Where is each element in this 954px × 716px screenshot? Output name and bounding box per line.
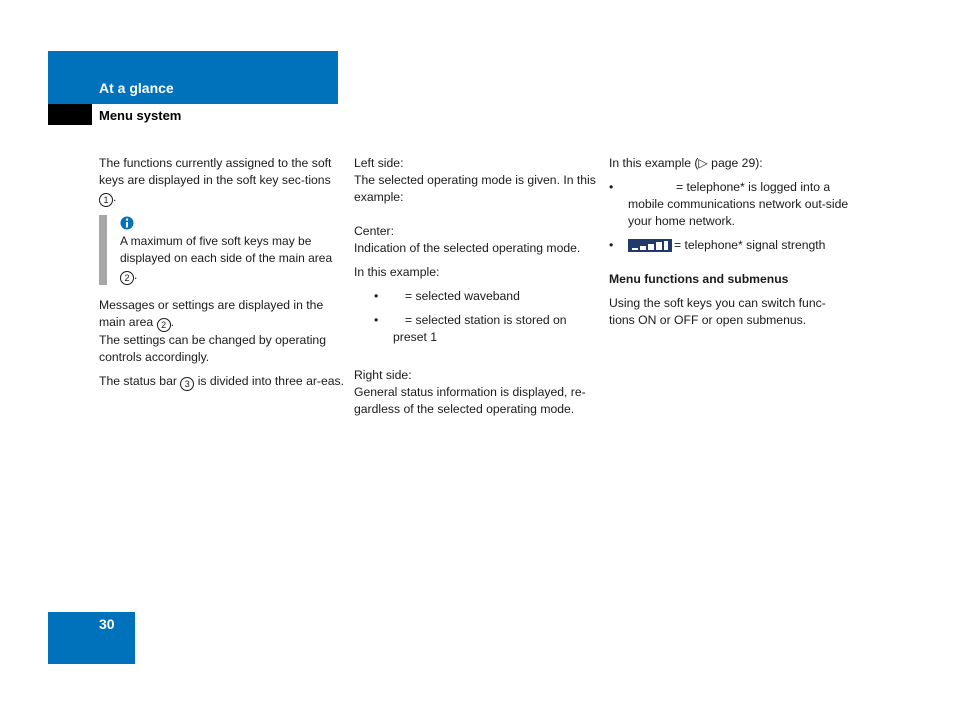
paragraph-main-area: Messages or settings are displayed in the main area 2 . [99, 298, 324, 330]
callout-1: 1 [99, 193, 113, 207]
right-side-heading: Right side: [354, 368, 412, 382]
center-text: Indication of the selected operating mode. [354, 241, 581, 255]
paragraph-settings: The settings can be changed by operating controls accordingly. [99, 333, 326, 364]
menu-functions-text: Using the soft keys you can switch func-tions ON or OFF or open submenus. [609, 296, 826, 327]
signal-strength-icon [628, 239, 672, 252]
list-item-signal: • = telephone* signal strength [609, 237, 849, 254]
callout-3: 3 [180, 377, 194, 391]
column-2 [354, 155, 599, 418]
section-title: At a glance [99, 80, 174, 96]
note-bar [99, 215, 107, 285]
note-text: A maximum of five soft keys may be displayed on each side of the main area 2 . [120, 234, 333, 283]
example-label: In this example: [354, 265, 440, 279]
left-side-heading: Left side: [354, 156, 404, 170]
page-number: 30 [99, 616, 115, 632]
right-side-text: General status information is displayed, re-gardless of the selected operating mode. [354, 385, 586, 416]
center-heading: Center: [354, 224, 394, 238]
callout-2: 2 [157, 318, 171, 332]
column-3 [609, 155, 849, 329]
list-item-roaming: • = telephone* is logged into a mobile communications network out-side your home network. [609, 179, 849, 230]
column-1 [99, 155, 344, 391]
left-side-text: The selected operating mode is given. In this example: [354, 173, 596, 204]
page-number-box [48, 612, 135, 664]
subsection-marker [48, 104, 92, 125]
list-item-preset: • = selected station is stored on preset 1 [354, 312, 599, 346]
paragraph-soft-keys: The functions currently assigned to the soft keys are displayed in the soft key sec-tions 1 . [99, 156, 332, 205]
paragraph-status-bar: The status bar 3 is divided into three ar-eas. [99, 374, 345, 389]
subsection-title: Menu system [99, 108, 182, 123]
callout-2: 2 [120, 271, 134, 285]
example-page-reference: In this example (▷ page 29): [609, 156, 763, 170]
info-note [99, 215, 344, 285]
list-item-waveband: • = selected waveband [354, 288, 599, 305]
menu-functions-heading: Menu functions and submenus [609, 272, 789, 286]
header-band [48, 51, 338, 104]
info-icon [120, 215, 134, 231]
